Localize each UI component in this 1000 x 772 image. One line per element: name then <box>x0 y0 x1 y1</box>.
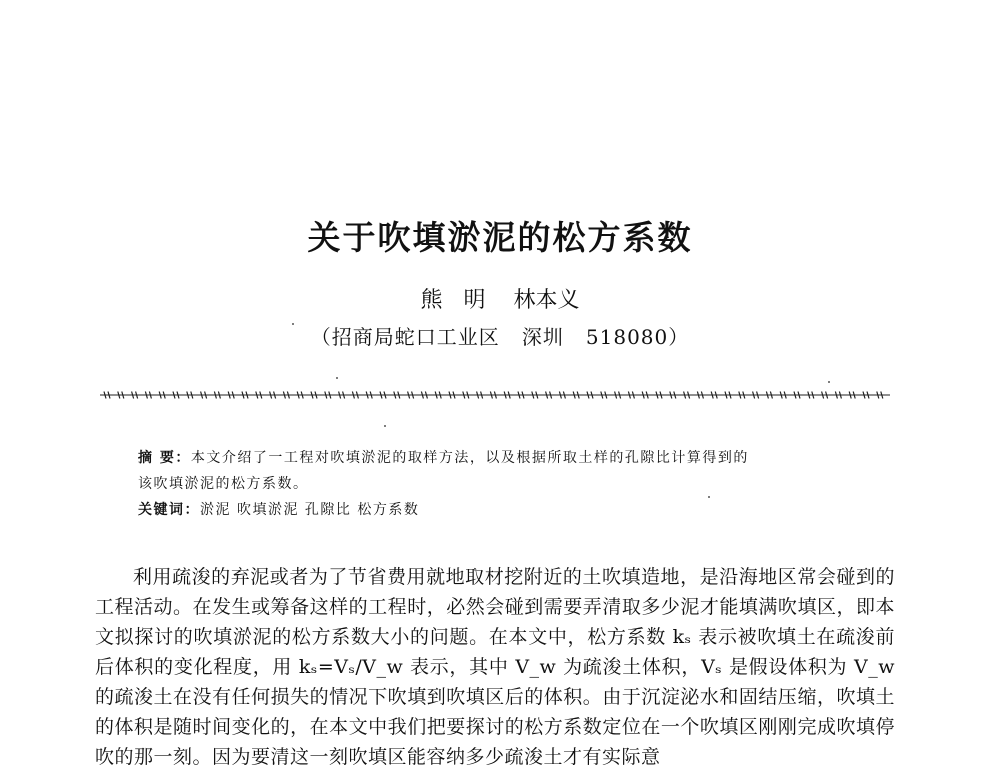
scan-speck <box>708 496 710 498</box>
abstract-block <box>138 445 868 523</box>
keywords-text: 淤泥 吹填淤泥 孔隙比 松方系数 <box>200 502 420 518</box>
scan-speck <box>292 323 294 325</box>
decorative-divider <box>100 391 890 399</box>
abstract-text-1: 本文介绍了一工程对吹填淤泥的取样方法，以及根据所取土样的孔隙比计算得到的 <box>190 450 749 466</box>
keywords-line <box>138 497 868 523</box>
abstract-line-1 <box>138 445 868 471</box>
keywords-label: 关键词： <box>138 502 200 518</box>
abstract-label: 摘 要： <box>138 450 191 466</box>
scan-speck <box>336 377 338 379</box>
scan-speck <box>828 381 830 383</box>
scan-speck <box>384 425 386 427</box>
body-paragraph: 利用疏浚的弃泥或者为了节省费用就地取材挖附近的土吹填造地，是沿海地区常会碰到的工程活动。在发生或筹备这样的工程时，必然会碰到需要弄清取多少泥才能填满吹填区，即本文拟探讨的吹填淤泥的松方系数大小的问题。在本文中，松方系数 kₛ 表示被吹填土在疏浚前后体积的变化程度，用 kₛ=Vₛ/V_w 表示，其中 V_w 为疏浚土体积，Vₛ 是假设体积为 V_w 的疏浚土在没有任何损失的情况下吹填到吹填区后的体积。由于沉淀泌水和固结压缩，吹填土的体积是随时间变化的，在本文中我们把要探讨的松方系数定位在一个吹填区刚刚完成吹填停吹的那一刻。因为要清这一刻吹填区能容纳多少疏浚土才有实际意 <box>95 566 895 768</box>
paper-title: 关于吹填淤泥的松方系数 <box>307 218 693 257</box>
body-text <box>95 562 895 772</box>
author-line: 熊 明 林本义 <box>420 288 580 313</box>
abstract-line-2: 该吹填淤泥的松方系数。 <box>138 476 309 492</box>
affiliation-line: （招商局蛇口工业区 深圳 518080） <box>310 325 690 349</box>
